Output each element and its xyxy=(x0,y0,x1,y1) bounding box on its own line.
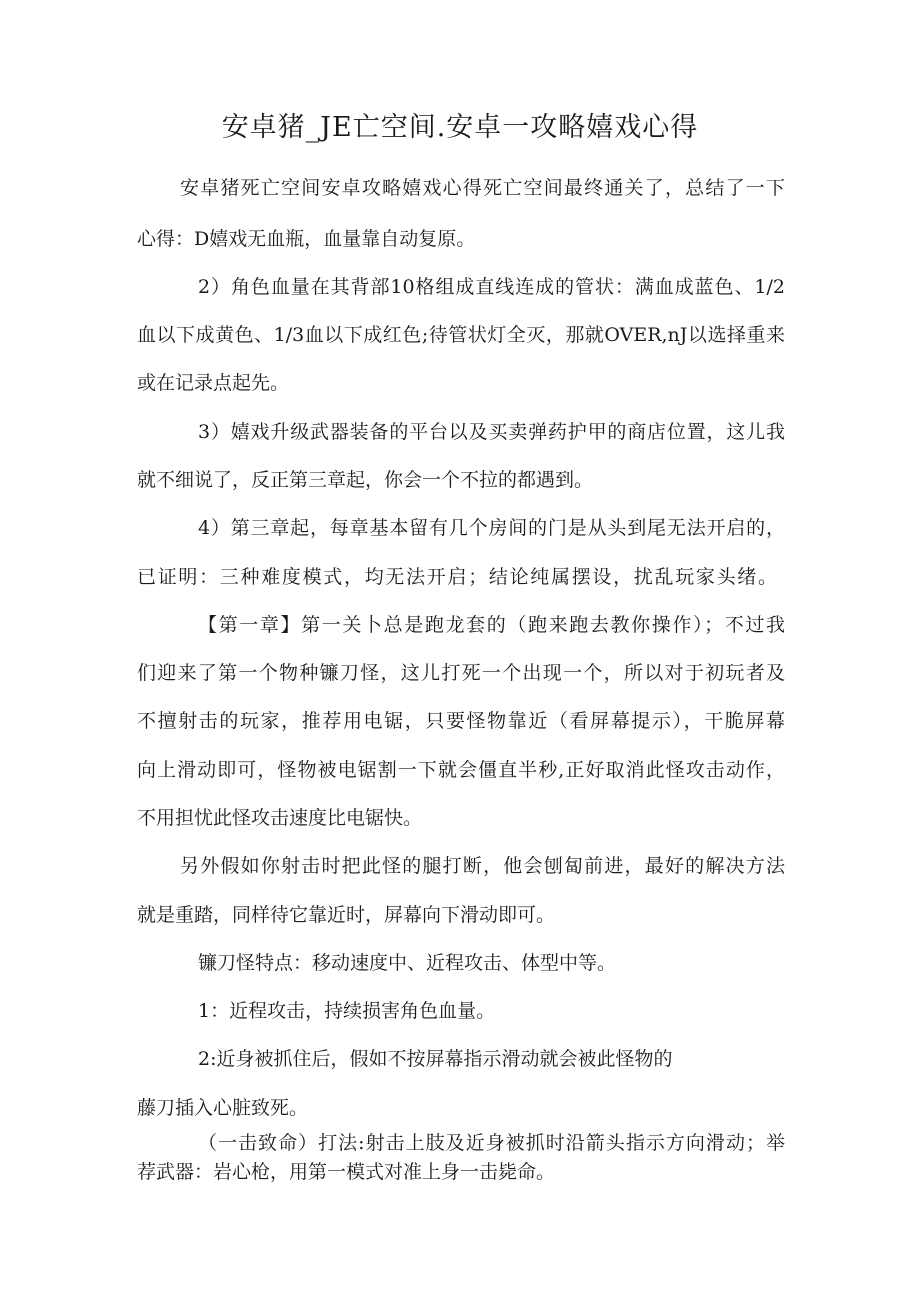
text-line: 或在记录点起先。 xyxy=(137,372,290,394)
text-line: 藤刀插入心脏致死。 xyxy=(137,1097,309,1119)
text-line: 心得：D嬉戏无血瓶，血量靠自动复原。 xyxy=(137,228,476,250)
text-line: 已证明：三种难度模式，均无法开启；结论纯属摆设，扰乱玩家头绪。 xyxy=(137,566,777,588)
text-line: 向上滑动即可，怪物被电锯割一下就会僵直半秒,正好取消此怪攻击动作， xyxy=(137,759,785,781)
document-title: 安卓猪_JE亡空间.安卓一攻略嬉戏心得 xyxy=(221,112,699,143)
text-line: 安卓猪死亡空间安卓攻略嬉戏心得死亡空间最终通关了，总结了一下 xyxy=(180,177,785,199)
text-line: 1：近程攻击，持续损害角色血量。 xyxy=(198,1000,496,1022)
text-line: （一击致命）打法:射击上肢及近身被抓时沿箭头指示方向滑动；举 xyxy=(198,1132,785,1154)
text-line: 就不细说了，反正第三章起，你会一个不拉的都遇到。 xyxy=(137,469,594,491)
text-line: 镰刀怪特点：移动速度中、近程攻击、体型中等。 xyxy=(198,952,617,974)
text-line: 2）角色血量在其背部10格组成直线连成的管状：满血成蓝色、1/2 xyxy=(198,276,785,298)
text-line: 们迎来了第一个物种镰刀怪，这儿打死一个出现一个，所以对于初玩者及 xyxy=(137,662,785,684)
text-line: 4）第三章起，每章基本留有几个房间的门是从头到尾无法开启的， xyxy=(198,517,785,539)
text-line: 【第一章】第一关卜总是跑龙套的（跑来跑去教你操作）；不过我 xyxy=(198,614,785,636)
text-line: 不擅射击的玩家，推荐用电锯，只要怪物靠近（看屏幕提示），干脆屏幕 xyxy=(137,710,785,732)
text-line: 血以下成黄色、1/3血以下成红色;待管状灯全灭，那就OVER,nJ以选择重来 xyxy=(137,324,785,346)
text-line: 3）嬉戏升级武器装备的平台以及买卖弹药护甲的商店位置，这儿我 xyxy=(198,421,785,443)
text-line: 另外假如你射击时把此怪的腿打断，他会刨匐前进，最好的解决方法 xyxy=(180,855,785,877)
text-line: 不用担忧此怪攻击速度比电锯快。 xyxy=(137,807,423,829)
text-line: 就是重踏，同样待它靠近时，屏幕向下滑动即可。 xyxy=(137,904,556,926)
text-line: 2:近身被抓住后，假如不按屏幕指示滑动就会被此怪物的 xyxy=(198,1048,673,1070)
text-line: 荐武器：岩心枪，用第一模式对准上身一击毙命。 xyxy=(137,1161,556,1183)
